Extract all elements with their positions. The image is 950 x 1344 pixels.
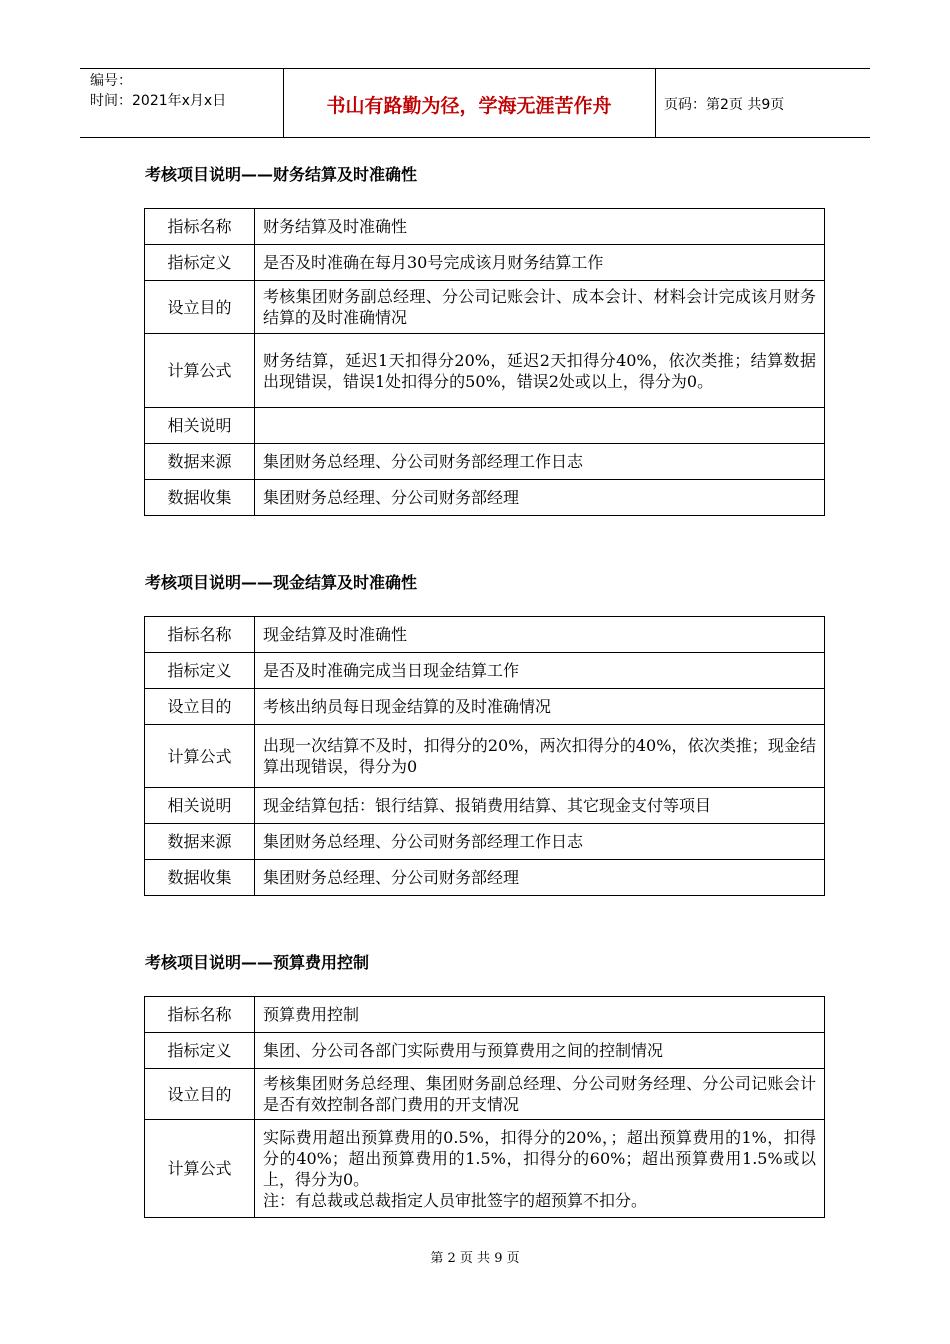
table-row — [145, 1120, 825, 1218]
row-key: 数据收集 — [145, 860, 255, 896]
table-row — [145, 334, 825, 408]
document-number-label: 编号： — [90, 73, 132, 89]
row-value: 集团财务总经理、分公司财务部经理工作日志 — [255, 824, 825, 860]
row-value: 财务结算，延迟1天扣得分20%，延迟2天扣得分40%，依次类推；结算数据出现错误，错误1处扣得分的50%，错误2处或以上，得分为0。 — [255, 334, 825, 408]
row-value: 是否及时准确在每月30号完成该月财务结算工作 — [255, 245, 825, 281]
table-row — [145, 1033, 825, 1069]
row-value: 是否及时准确完成当日现金结算工作 — [255, 653, 825, 689]
section-title: 考核项目说明——现金结算及时准确性 — [145, 573, 418, 592]
header-motto: 书山有路勤为径，学海无涯苦作舟 — [326, 95, 612, 117]
table-row — [145, 824, 825, 860]
section-title: 考核项目说明——财务结算及时准确性 — [145, 165, 418, 184]
row-note: 注：有总裁或总裁指定人员审批签字的超预算不扣分。 — [263, 1190, 648, 1210]
table-row — [145, 617, 825, 653]
table-row — [145, 860, 825, 896]
table-row — [145, 725, 825, 788]
table-row — [145, 444, 825, 480]
row-value: 预算费用控制 — [255, 997, 825, 1033]
row-key: 计算公式 — [145, 1120, 255, 1218]
row-key: 数据来源 — [145, 444, 255, 480]
metric-table — [144, 208, 825, 516]
row-key: 指标名称 — [145, 617, 255, 653]
row-value: 集团财务总经理、分公司财务部经理 — [255, 860, 825, 896]
header-meta — [90, 71, 280, 111]
row-value: 出现一次结算不及时，扣得分的20%，两次扣得分的40%，依次类推；现金结算出现错误，得分为0 — [255, 725, 825, 788]
metric-table — [144, 616, 825, 896]
row-key: 设立目的 — [145, 689, 255, 725]
row-value: 现金结算及时准确性 — [255, 617, 825, 653]
row-value: 集团财务总经理、分公司财务部经理工作日志 — [255, 444, 825, 480]
header-divider — [655, 69, 656, 137]
row-value: 实际费用超出预算费用的0.5%，扣得分的20%，；超出预算费用的1%，扣得分的40%；超出预算费用的1.5%，扣得分的60%；超出预算费用1.5%或以上，得分为0。 — [263, 1127, 816, 1189]
row-value: 现金结算包括：银行结算、报销费用结算、其它现金支付等项目 — [255, 788, 825, 824]
metric-table — [144, 996, 825, 1218]
document-date: 时间：2021年x月x日 — [90, 93, 227, 109]
page-footer: 第 2 页 共 9 页 — [430, 1251, 520, 1266]
table-row — [145, 997, 825, 1033]
row-value: 考核集团财务副总经理、分公司记账会计、成本会计、材料会计完成该月财务结算的及时准确情况 — [255, 281, 825, 334]
table-row — [145, 689, 825, 725]
row-key: 指标定义 — [145, 245, 255, 281]
row-key: 计算公式 — [145, 334, 255, 408]
row-value: 财务结算及时准确性 — [255, 209, 825, 245]
table-row — [145, 281, 825, 334]
table-row — [145, 480, 825, 516]
table-row — [145, 245, 825, 281]
row-value: 考核集团财务总经理、集团财务副总经理、分公司财务经理、分公司记账会计是否有效控制各部门费用的开支情况 — [255, 1069, 825, 1120]
row-key: 设立目的 — [145, 281, 255, 334]
section-title: 考核项目说明——预算费用控制 — [145, 953, 370, 972]
row-key: 指标名称 — [145, 209, 255, 245]
row-value-container — [255, 1120, 825, 1218]
row-key: 指标定义 — [145, 653, 255, 689]
row-value: 集团财务总经理、分公司财务部经理 — [255, 480, 825, 516]
row-key: 相关说明 — [145, 408, 255, 444]
row-key: 相关说明 — [145, 788, 255, 824]
row-value — [255, 408, 825, 444]
header-page-info: 页码：第2页 共9页 — [664, 97, 785, 113]
row-key: 计算公式 — [145, 725, 255, 788]
row-key: 设立目的 — [145, 1069, 255, 1120]
table-row — [145, 1069, 825, 1120]
row-key: 指标名称 — [145, 997, 255, 1033]
table-row — [145, 653, 825, 689]
row-key: 指标定义 — [145, 1033, 255, 1069]
page-header — [80, 68, 870, 138]
row-value: 考核出纳员每日现金结算的及时准确情况 — [255, 689, 825, 725]
table-row — [145, 408, 825, 444]
row-value: 集团、分公司各部门实际费用与预算费用之间的控制情况 — [255, 1033, 825, 1069]
row-key: 数据来源 — [145, 824, 255, 860]
table-row — [145, 788, 825, 824]
table-row — [145, 209, 825, 245]
row-key: 数据收集 — [145, 480, 255, 516]
